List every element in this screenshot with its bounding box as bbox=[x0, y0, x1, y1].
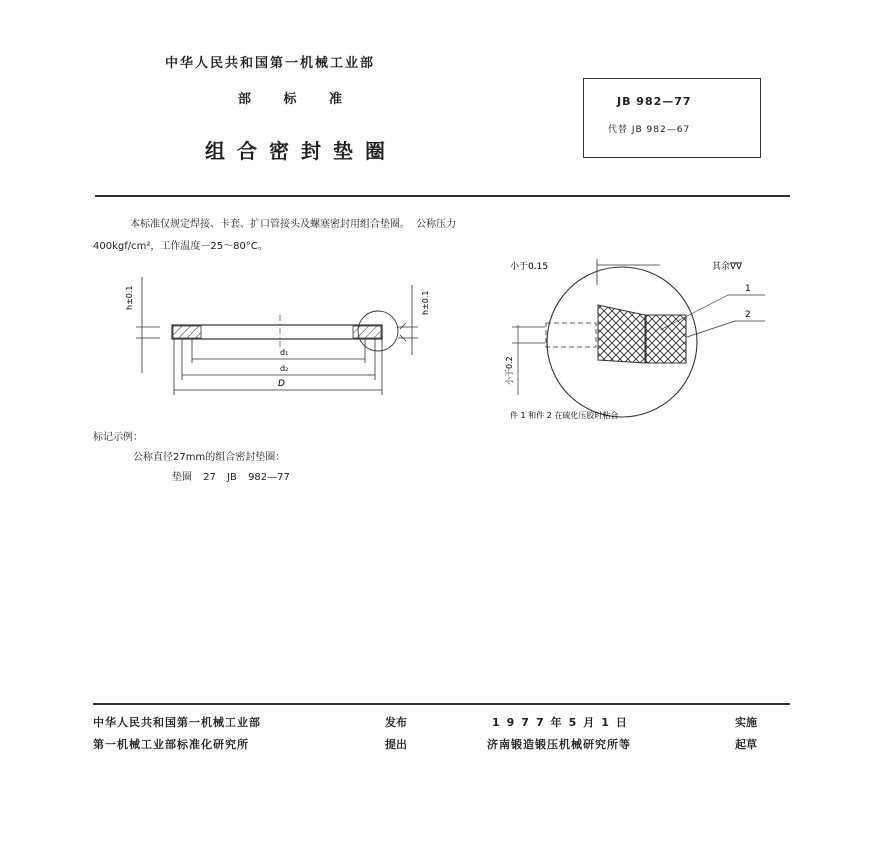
intro-line-2: 400kgf/cm²，工作温度－25～80°C。 bbox=[93, 241, 268, 252]
washer-section-view bbox=[125, 277, 430, 395]
effective-label: 实施 bbox=[735, 716, 757, 729]
top-divider bbox=[95, 195, 790, 197]
proposer-name: 第一机械工业部标准化研究所 bbox=[93, 738, 249, 751]
d1-label: d₁ bbox=[280, 348, 289, 357]
drafter-name: 济南锻造锻压机械研究所等 bbox=[487, 738, 631, 751]
detail-view bbox=[504, 259, 765, 420]
effective-date: 1977年5月1日 bbox=[492, 716, 634, 729]
tolerance-note: 小于0.15 bbox=[510, 262, 549, 272]
detail-caption: 件 1 和件 2 在硫化压胶时粘合 bbox=[510, 411, 619, 420]
standard-number-box bbox=[583, 78, 761, 158]
marking-example-description: 公称直径27mm的组合密封垫圈： bbox=[133, 452, 286, 463]
department-standard-label: 部 标 准 bbox=[238, 92, 344, 107]
intro-line-1: 本标准仅规定焊接、卡套、扩口管接头及螺塞密封用组合垫圈。 公称压力 bbox=[130, 219, 457, 230]
d2-label: d₂ bbox=[280, 364, 289, 373]
outer-diameter-label: D bbox=[278, 379, 285, 389]
part-1-label: 1 bbox=[745, 284, 751, 294]
surface-finish-note: 其余∇∇ bbox=[712, 262, 743, 272]
thickness-label: h±0.1 bbox=[125, 285, 134, 310]
draft-label: 起草 bbox=[735, 738, 757, 751]
replaced-standard: 代替 JB 982—67 bbox=[608, 125, 691, 135]
issuer-name: 中华人民共和国第一机械工业部 bbox=[93, 716, 261, 729]
part-2-label: 2 bbox=[745, 310, 751, 320]
marking-example-heading: 标记示例： bbox=[93, 432, 143, 443]
marking-example-code: 垫圈 27 JB 982—77 bbox=[172, 472, 290, 483]
page-title: 组合密封垫圈 bbox=[205, 139, 397, 163]
technical-drawing bbox=[100, 255, 780, 430]
ministry-name: 中华人民共和国第一机械工业部 bbox=[165, 56, 376, 71]
propose-label: 提出 bbox=[385, 738, 407, 751]
bottom-divider bbox=[93, 703, 790, 705]
side-tolerance-note: 小于0.2 bbox=[505, 356, 514, 385]
issue-label: 发布 bbox=[385, 716, 407, 729]
standard-code: JB 982—77 bbox=[617, 95, 692, 108]
right-thickness-label: h±0.1 bbox=[421, 290, 430, 315]
